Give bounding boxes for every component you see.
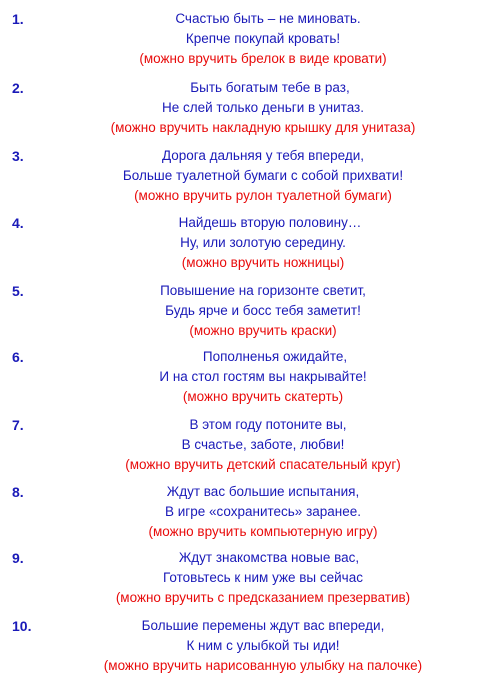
- verse-line-1: Большие перемены ждут вас впереди,: [141, 618, 385, 633]
- list-item: [0, 281, 500, 343]
- item-number: 9.: [12, 550, 24, 566]
- verse-line-1: Дорога дальняя у тебя впереди,: [161, 148, 365, 163]
- list-item: [0, 347, 500, 409]
- verse-line-1: Ждут вас большие испытания,: [166, 484, 360, 499]
- item-text: [38, 347, 488, 407]
- verse-line-1: Счастью быть – не миновать.: [175, 11, 361, 26]
- verse-line-1: В этом году потоните вы,: [189, 417, 347, 432]
- list-item: [0, 548, 500, 610]
- verse-line-2: К ним с улыбкой ты иди!: [186, 638, 340, 653]
- verse-line-2: Готовьтесь к ним уже вы сейчас: [163, 570, 363, 585]
- gift-note: (можно вручить краски): [189, 323, 337, 338]
- verse-line-1: Пополненья ожидайте,: [202, 349, 348, 364]
- verse-line-2: И на стол гостям вы накрывайте!: [159, 369, 367, 384]
- item-number: 10.: [12, 618, 32, 634]
- item-text: [38, 415, 488, 475]
- gift-note: (можно вручить рулон туалетной бумаги): [134, 188, 392, 203]
- list-item: [0, 9, 500, 71]
- list-item: [0, 78, 500, 140]
- verse-line-1: Найдешь вторую половину…: [178, 215, 362, 230]
- item-number: 1.: [12, 11, 24, 27]
- gift-note: (можно вручить компьютерную игру): [148, 524, 378, 539]
- list-item: [0, 616, 500, 678]
- verse-line-2: Ну, или золотую середину.: [180, 235, 346, 250]
- gift-note: (можно вручить ножницы): [181, 255, 345, 270]
- gift-note: (можно вручить с предсказанием презерватив): [115, 590, 411, 605]
- item-text: [38, 482, 488, 542]
- list-item: [0, 415, 500, 477]
- item-number: 2.: [12, 80, 24, 96]
- gift-note: (можно вручить скатерть): [182, 389, 344, 404]
- verse-line-2: Будь ярче и босс тебя заметит!: [165, 303, 361, 318]
- item-number: 5.: [12, 283, 24, 299]
- item-text: [38, 146, 488, 206]
- verse-line-2: Крепче покупай кровать!: [185, 31, 341, 46]
- item-number: 4.: [12, 215, 24, 231]
- gift-note: (можно вручить нарисованную улыбку на палочке): [103, 658, 423, 673]
- list-item: [0, 482, 500, 544]
- item-text: [38, 281, 488, 341]
- item-text: [38, 9, 488, 69]
- gift-note: (можно вручить накладную крышку для унитаза): [110, 120, 416, 135]
- item-text: [38, 548, 488, 608]
- item-text: [38, 78, 488, 138]
- verse-line-2: В игре «сохранитесь» заранее.: [164, 504, 362, 519]
- verse-line-2: Не слей только деньги в унитаз.: [162, 100, 364, 115]
- verse-line-1: Быть богатым тебе в раз,: [190, 80, 350, 95]
- verse-line-2: В счастье, заботе, любви!: [181, 437, 345, 452]
- item-text: [38, 213, 488, 273]
- item-number: 7.: [12, 417, 24, 433]
- list-item: [0, 146, 500, 208]
- item-number: 6.: [12, 349, 24, 365]
- verse-line-1: Ждут знакомства новые вас,: [178, 550, 360, 565]
- verse-line-2: Больше туалетной бумаги с собой прихвати!: [122, 168, 404, 183]
- item-number: 8.: [12, 484, 24, 500]
- item-text: [38, 616, 488, 676]
- list-item: [0, 213, 500, 275]
- verse-line-1: Повышение на горизонте светит,: [160, 283, 366, 298]
- gift-note: (можно вручить брелок в виде кровати): [139, 51, 387, 66]
- gift-note: (можно вручить детский спасательный круг): [125, 457, 401, 472]
- item-number: 3.: [12, 148, 24, 164]
